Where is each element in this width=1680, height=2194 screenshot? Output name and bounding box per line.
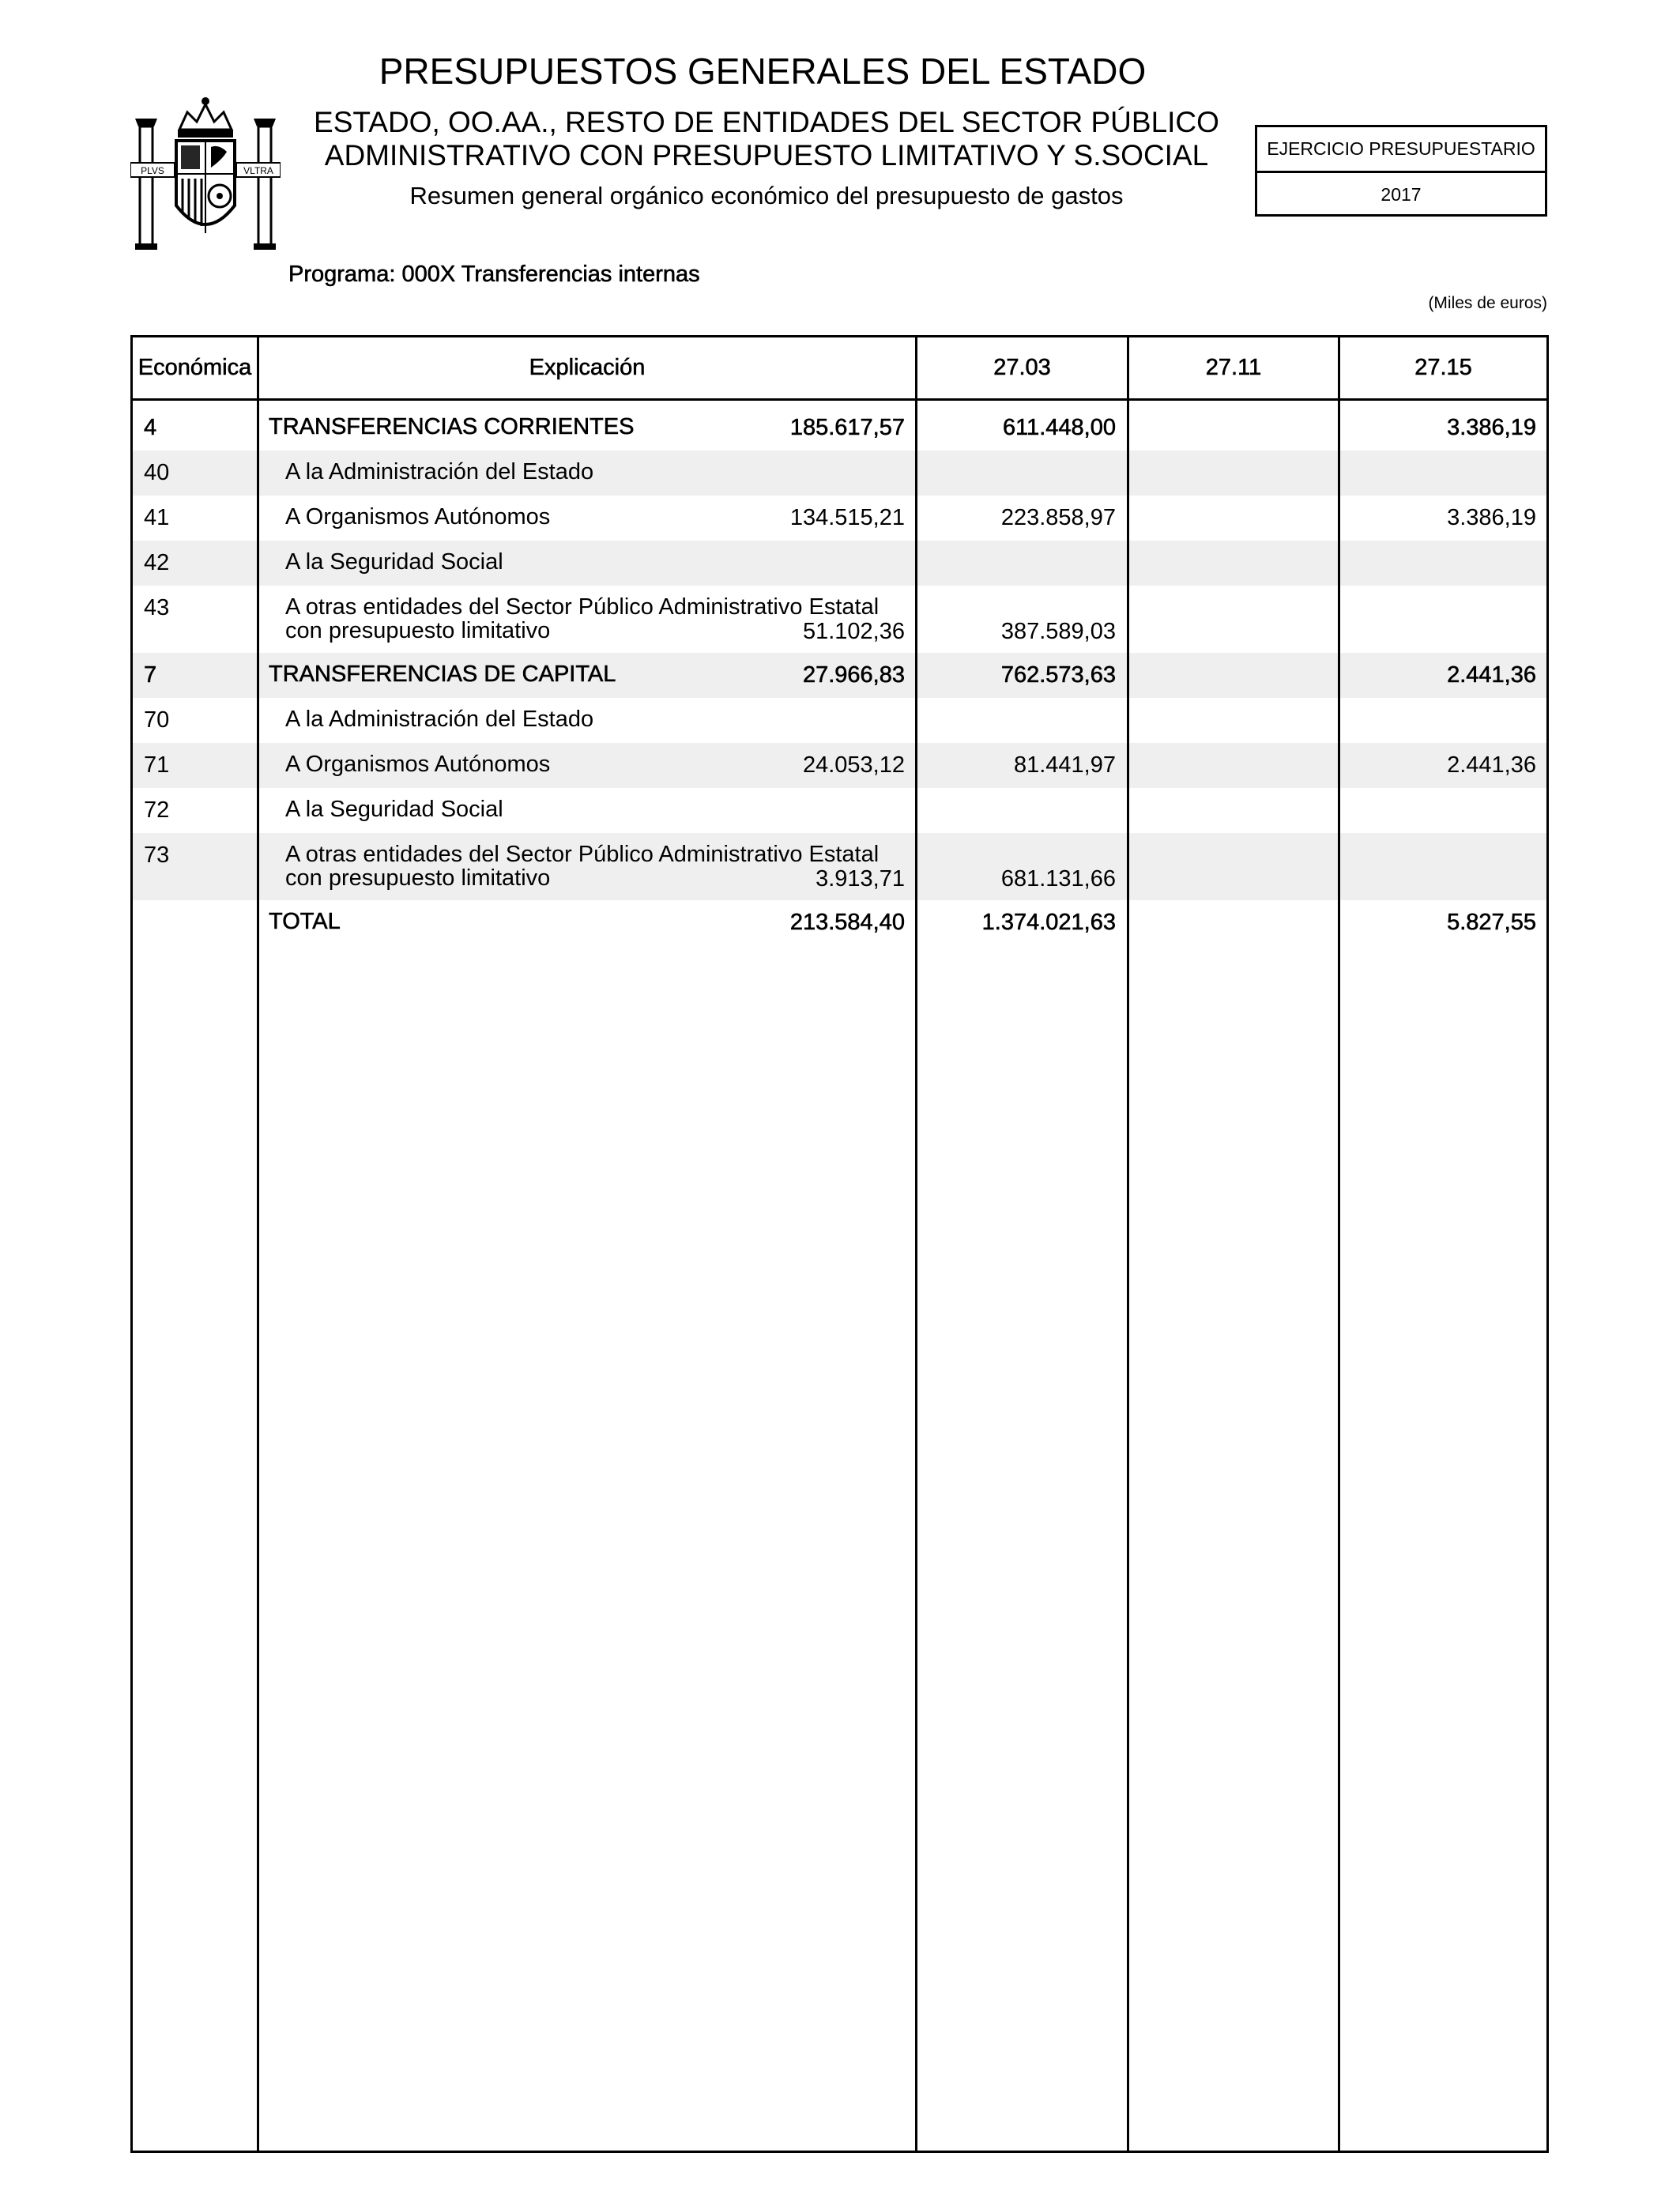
column-header-explicacion: Explicación [529,355,646,380]
column-divider [1338,337,1340,2151]
explanation-text: A otras entidades del Sector Público Administrativo Estatal [285,842,880,867]
table-row [133,653,1546,698]
table-row [133,833,1546,900]
table-row [133,900,1546,945]
amount-2711: 1.374.021,63 [981,910,1116,935]
column-header-economica: Económica [137,355,252,380]
economic-code: 41 [144,505,170,530]
amount-2715: 3.386,19 [1447,505,1536,530]
table-row [133,586,1546,653]
units-label: (Miles de euros) [1428,294,1547,312]
explanation-text: con presupuesto limitativo [285,618,551,643]
table-row [133,743,1546,788]
table-row [133,788,1546,833]
column-divider [1127,337,1129,2151]
economic-code: 42 [144,550,170,575]
economic-code: 72 [144,797,170,823]
explanation-text: A la Administración del Estado [285,707,594,732]
explanation-text: TOTAL [269,909,341,934]
amount-2715: 2.441,36 [1447,662,1536,688]
amount-2715: 5.827,55 [1447,910,1536,935]
explanation-text: TRANSFERENCIAS DE CAPITAL [269,662,616,687]
explanation-text: A la Administración del Estado [285,459,594,484]
explanation-text: A Organismos Autónomos [285,504,551,530]
economic-code: 40 [144,460,170,485]
amount-2703: 51.102,36 [802,619,905,644]
explanation-text: con presupuesto limitativo [285,865,551,891]
table-header [133,337,1546,401]
column-divider [257,337,259,2151]
amount-2715: 2.441,36 [1447,752,1536,778]
amount-2711: 223.858,97 [1000,505,1116,530]
amount-2703: 3.913,71 [816,866,905,892]
explanation-text: TRANSFERENCIAS CORRIENTES [269,414,635,439]
column-header-2703: 27.03 [993,355,1051,380]
table-row [133,496,1546,541]
explanation-text: A Organismos Autónomos [285,752,551,777]
document-description: Resumen general orgánico económico del presupuesto de gastos [409,182,1124,209]
document-subtitle-line1: ESTADO, OO.AA., RESTO DE ENTIDADES DEL SECTOR PÚBLICO [314,106,1219,138]
crest-motto-right: VLTRA [243,165,273,176]
table-row [133,698,1546,743]
economic-code: 43 [144,595,170,620]
amount-2703: 134.515,21 [789,505,905,530]
explanation-text: A otras entidades del Sector Público Administrativo Estatal [285,594,880,620]
amount-2703: 24.053,12 [802,752,905,778]
program-label: Programa: 000X Transferencias internas [288,262,700,287]
amount-2715: 3.386,19 [1447,415,1536,440]
document-subtitle-line2: ADMINISTRATIVO CON PRESUPUESTO LIMITATIVO Y S.SOCIAL [324,139,1209,172]
fiscal-year-label: EJERCICIO PRESUPUESTARIO [1257,127,1545,173]
amount-2711: 762.573,63 [1000,662,1116,688]
amount-2711: 681.131,66 [1000,866,1116,892]
amount-2703: 27.966,83 [802,662,905,688]
coat-of-arms-logo [130,95,281,253]
table-row [133,405,1546,450]
amount-2711: 387.589,03 [1000,619,1116,644]
amount-2703: 213.584,40 [789,910,905,935]
explanation-text: A la Seguridad Social [285,549,503,575]
table-row [133,450,1546,496]
table-row [133,541,1546,586]
budget-table [130,335,1549,2153]
document-title: PRESUPUESTOS GENERALES DEL ESTADO [379,51,1147,92]
explanation-text: A la Seguridad Social [285,797,503,822]
economic-code: 4 [144,415,157,440]
crest-motto-left: PLVS [141,165,164,176]
column-header-2711: 27.11 [1205,355,1262,380]
economic-code: 73 [144,843,170,868]
column-header-2715: 27.15 [1414,355,1472,380]
amount-2711: 81.441,97 [1013,752,1116,778]
economic-code: 70 [144,707,170,733]
amount-2711: 611.448,00 [1003,415,1116,440]
fiscal-year-box [1255,125,1547,217]
economic-code: 7 [144,662,157,688]
economic-code: 71 [144,752,170,778]
column-divider [915,337,917,2151]
fiscal-year-value: 2017 [1381,184,1422,205]
amount-2703: 185.617,57 [789,415,905,440]
